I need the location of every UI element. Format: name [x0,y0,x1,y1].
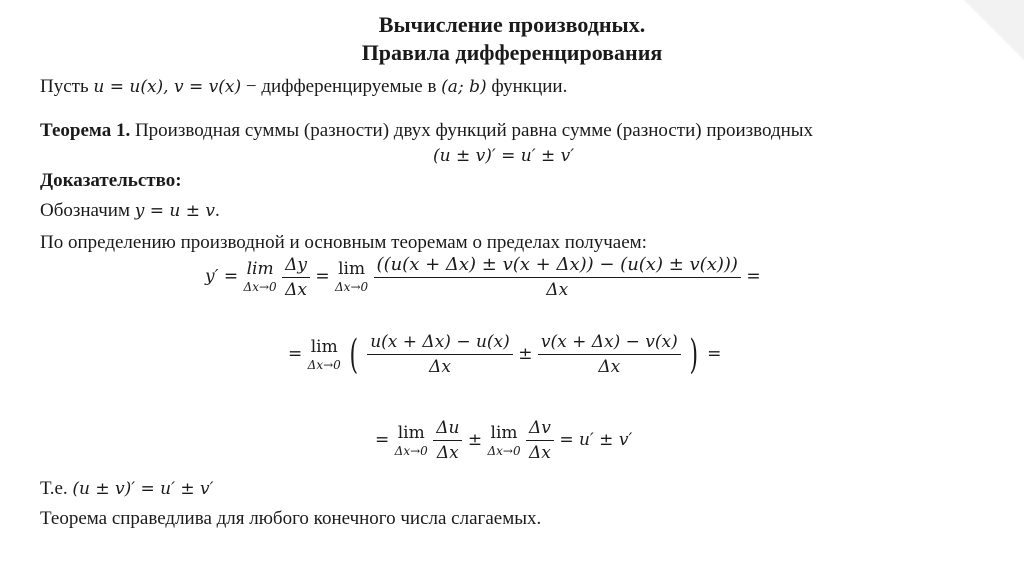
eq2-left-paren: ( [349,331,359,378]
eq2-fracA-num: u(x + Δx) − u(x) [370,332,510,352]
eq2-lim-sub: Δx→0 [307,357,341,372]
eq2-lead: = [288,344,303,364]
eq3-lim1-sub: Δx→0 [394,443,428,458]
eq2-fracB-den: Δx [538,354,681,377]
eq2-fraction-u [367,332,513,377]
eq3-lim2-word: lim [490,422,518,443]
eq3-frac1-den: Δx [433,440,462,463]
proof-label: Доказательство: [40,170,182,191]
equation-3 [375,418,632,463]
slide-title-line-2: Правила дифференцирования [361,40,663,65]
conclusion-line [40,478,214,500]
eq2-fracB-num: v(x + Δx) − v(x) [540,332,678,352]
conclusion-note: Теорема справедлива для любого конечного числа слагаемых. [40,508,542,529]
eq1-eq-sign: = [315,266,330,287]
eq3-limit-2 [487,422,521,458]
intro-interval-math: (a; b) [441,77,487,97]
equation-1 [205,254,761,300]
eq3-limit-1 [394,422,428,458]
eq3-lim2-sub: Δx→0 [487,443,521,458]
eq3-fraction-du [433,418,462,463]
eq1-frac2-num: ((u(x + Δx) ± v(x + Δx)) − (u(x) ± v(x))) [376,254,738,275]
eq3-lead: = [375,430,390,450]
eq2-limit [307,336,341,372]
eq1-limit [244,261,277,293]
equation-2 [288,332,721,377]
eq3-tail: = u′ ± v′ [559,430,633,450]
eq1-frac2-den: Δx [374,277,741,300]
eq2-pm: ± [518,344,533,364]
eq1-lim2-sub: Δx→0 [335,280,369,294]
eq2-right-paren: ) [689,331,699,378]
theorem-text: Производная суммы (разности) двух функций равна сумме (разности) производных [130,120,814,141]
intro-post: функции. [486,76,568,97]
intro-functions-math: u = u(x), v = v(x) [93,77,242,97]
eq1-lim-word: lim [246,259,274,279]
theorem-label: Теорема 1. [40,120,131,141]
eq1-frac1-num: Δy [285,254,307,275]
intro-pre: Пусть [40,76,89,97]
eq1-fraction-main [374,254,741,300]
eq3-frac1-num: Δu [436,418,460,438]
eq1-tail: = [746,266,761,287]
eq1-limit-2 [335,261,368,293]
eq3-frac2-num: Δv [529,418,551,438]
eq2-lim-word: lim [310,336,338,357]
eq1-lhs: y′ = [205,266,239,287]
eq1-lim2-word: lim [338,259,366,279]
eq3-fraction-dv [526,418,554,463]
proof-definition-text: По определению производной и основным теоремам о пределах получаем: [40,232,647,253]
conclusion-formula: (u ± v)′ = u′ ± v′ [72,479,214,499]
proof-denote-end: . [215,200,220,221]
eq1-frac1-den: Δx [282,277,310,300]
conclusion-prefix: Т.е. [40,478,73,499]
intro-mid: − дифференцируемые в [241,76,442,97]
theorem-formula: (u ± v)′ = u′ ± v′ [433,146,575,166]
eq2-fraction-v [538,332,681,377]
slide-title-line-1: Вычисление производных. [378,12,646,37]
eq3-pm: ± [467,430,483,450]
eq1-fraction-dy-dx [282,255,310,300]
eq2-tail: = [707,344,722,364]
proof-denote-math: y = u ± v [134,201,215,221]
intro-paragraph [40,76,567,98]
eq3-frac2-den: Δx [526,440,554,463]
eq3-lim1-word: lim [397,422,425,443]
eq1-lim-sub: Δx→0 [243,280,277,294]
eq2-fracA-den: Δx [367,354,513,377]
theorem-statement [40,120,813,142]
proof-denote-text: Обозначим [40,200,135,221]
proof-denote [40,200,220,222]
